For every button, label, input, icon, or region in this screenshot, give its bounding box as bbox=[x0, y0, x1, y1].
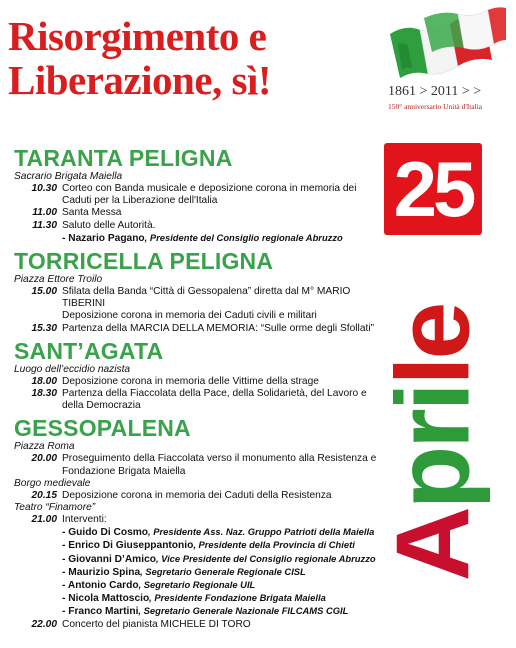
date-block bbox=[375, 143, 491, 641]
event-time: 11.00 bbox=[32, 207, 57, 219]
event-description: Santa Messa bbox=[62, 207, 122, 219]
speaker-row bbox=[14, 592, 384, 605]
speaker-role: , Segretario Generale Nazionale FILCAMS CGIL bbox=[138, 605, 349, 617]
event-time: 15.30 bbox=[31, 322, 57, 334]
speaker-name: - Nazario Pagano bbox=[62, 232, 145, 244]
anniversary-years: 1861 > 2011 > > bbox=[388, 84, 482, 99]
day-number: 25 bbox=[393, 145, 473, 233]
event-row bbox=[14, 619, 384, 631]
event-time: 10.30 bbox=[31, 183, 57, 194]
title-line-2: Liberazione, sì! bbox=[8, 57, 272, 103]
event-description: Sfilata della Banda “Città di Gessopalena” diretta dal M° MARIO TIBERINI bbox=[62, 286, 351, 310]
event-description: Corteo con Banda musicale e deposizione corona in memoria dei Caduti per la Liberazione dell'Italia bbox=[62, 183, 357, 207]
town-heading: TORRICELLA PELIGNA bbox=[14, 248, 274, 275]
month-letter: r bbox=[375, 411, 491, 449]
speaker-row bbox=[14, 232, 384, 245]
speaker-role: , Segretario Generale Regionale CISL bbox=[140, 565, 306, 577]
month-name bbox=[375, 304, 491, 582]
venue: Teatro “Finamore” bbox=[14, 502, 96, 514]
month-letter: A bbox=[375, 509, 491, 582]
day-box bbox=[384, 143, 482, 235]
speaker-role: , Presidente della Provincia di Chieti bbox=[193, 539, 355, 551]
speaker-role: , Presidente Fondazione Brigata Maiella bbox=[149, 592, 326, 604]
speaker-row bbox=[14, 539, 384, 552]
event-description: Partenza della Fiaccolata della Pace, della Solidarietà, del Lavoro e della Democrazia bbox=[62, 388, 367, 412]
event-row bbox=[14, 286, 384, 310]
event-row bbox=[14, 514, 384, 526]
event-description: Deposizione corona in memoria delle Vittime della strage bbox=[62, 375, 319, 387]
event-row bbox=[14, 376, 384, 388]
speaker-name: - Giovanni D’Amico bbox=[62, 553, 156, 565]
event-row bbox=[14, 453, 384, 477]
event-time bbox=[14, 310, 62, 322]
event-row bbox=[14, 183, 384, 207]
speaker-role: , Vice Presidente del Consiglio regionale Abruzzo bbox=[155, 552, 376, 564]
page-title bbox=[8, 14, 378, 102]
venue: Sacrario Brigata Maiella bbox=[14, 171, 123, 182]
speaker-name: - Nicola Mattoscio bbox=[62, 593, 150, 605]
speaker-name: - Antonio Cardo bbox=[62, 580, 139, 592]
venue: Piazza Ettore Troilo bbox=[14, 274, 103, 286]
program bbox=[14, 145, 384, 631]
event-time: 20.00 bbox=[31, 453, 57, 465]
event-time: 21.00 bbox=[31, 514, 57, 526]
town-heading: SANT’AGATA bbox=[14, 337, 164, 364]
speaker-row bbox=[14, 605, 384, 618]
event-row bbox=[14, 388, 384, 412]
speaker-name: - Guido Di Cosmo bbox=[62, 527, 149, 539]
venue: Borgo medievale bbox=[14, 477, 91, 489]
event-row bbox=[14, 220, 384, 232]
speaker-name: - Franco Martini bbox=[62, 606, 139, 618]
town-heading: GESSOPALENA bbox=[14, 415, 191, 442]
month-letter: l bbox=[375, 359, 491, 386]
speaker-row bbox=[14, 566, 384, 579]
anniversary-caption: 150° anniversario Unità d'Italia bbox=[388, 102, 483, 111]
event-description: Saluto delle Autorità. bbox=[62, 219, 156, 231]
event-description: Deposizione corona in memoria dei Caduti civili e militari bbox=[62, 310, 317, 322]
speaker-row bbox=[14, 579, 384, 592]
event-row bbox=[14, 310, 384, 322]
venue: Luogo dell’eccidio nazista bbox=[14, 363, 131, 375]
event-time: 18.00 bbox=[31, 375, 57, 387]
event-time: 15.00 bbox=[31, 286, 57, 298]
event-description: Proseguimento della Fiaccolata verso il monumento alla Resistenza e Fondazione Brigata Maiella bbox=[62, 453, 377, 477]
italian-flag-icon bbox=[384, 4, 508, 84]
event-description: Concerto del pianista MICHELE DI TORO bbox=[62, 618, 251, 630]
speaker-row bbox=[14, 553, 384, 566]
event-row bbox=[14, 207, 384, 219]
speaker-role: , Presidente del Consiglio regionale Abruzzo bbox=[144, 231, 343, 243]
speaker-role: , Segretario Regionale UIL bbox=[138, 579, 256, 591]
speaker-role: , Presidente Ass. Naz. Gruppo Patrioti della Maiella bbox=[148, 526, 375, 538]
event-description: Deposizione corona in memoria dei Caduti della Resistenza bbox=[62, 489, 332, 501]
event-time: 20.15 bbox=[31, 489, 57, 501]
event-row bbox=[14, 490, 384, 502]
speaker-name: - Maurizio Spina bbox=[62, 566, 141, 578]
event-description: Interventi: bbox=[62, 514, 107, 526]
month-wrap bbox=[375, 247, 491, 639]
event-time: 18.30 bbox=[31, 388, 57, 400]
speaker-name: - Enrico Di Giuseppantonio bbox=[62, 540, 194, 552]
event-time: 22.00 bbox=[31, 618, 57, 630]
month-letter: p bbox=[375, 448, 491, 510]
month-letter: i bbox=[375, 385, 491, 412]
title-line-1: Risorgimento e bbox=[8, 13, 267, 59]
town-heading: TARANTA PELIGNA bbox=[14, 145, 233, 171]
event-description: Partenza della MARCIA DELLA MEMORIA: “Sulle orme degli Sfollati” bbox=[62, 322, 374, 334]
event-time: 11.30 bbox=[32, 219, 57, 231]
speaker-row bbox=[14, 526, 384, 539]
month-letter: e bbox=[375, 304, 491, 360]
event-row bbox=[14, 323, 384, 335]
venue: Piazza Roma bbox=[14, 441, 75, 453]
